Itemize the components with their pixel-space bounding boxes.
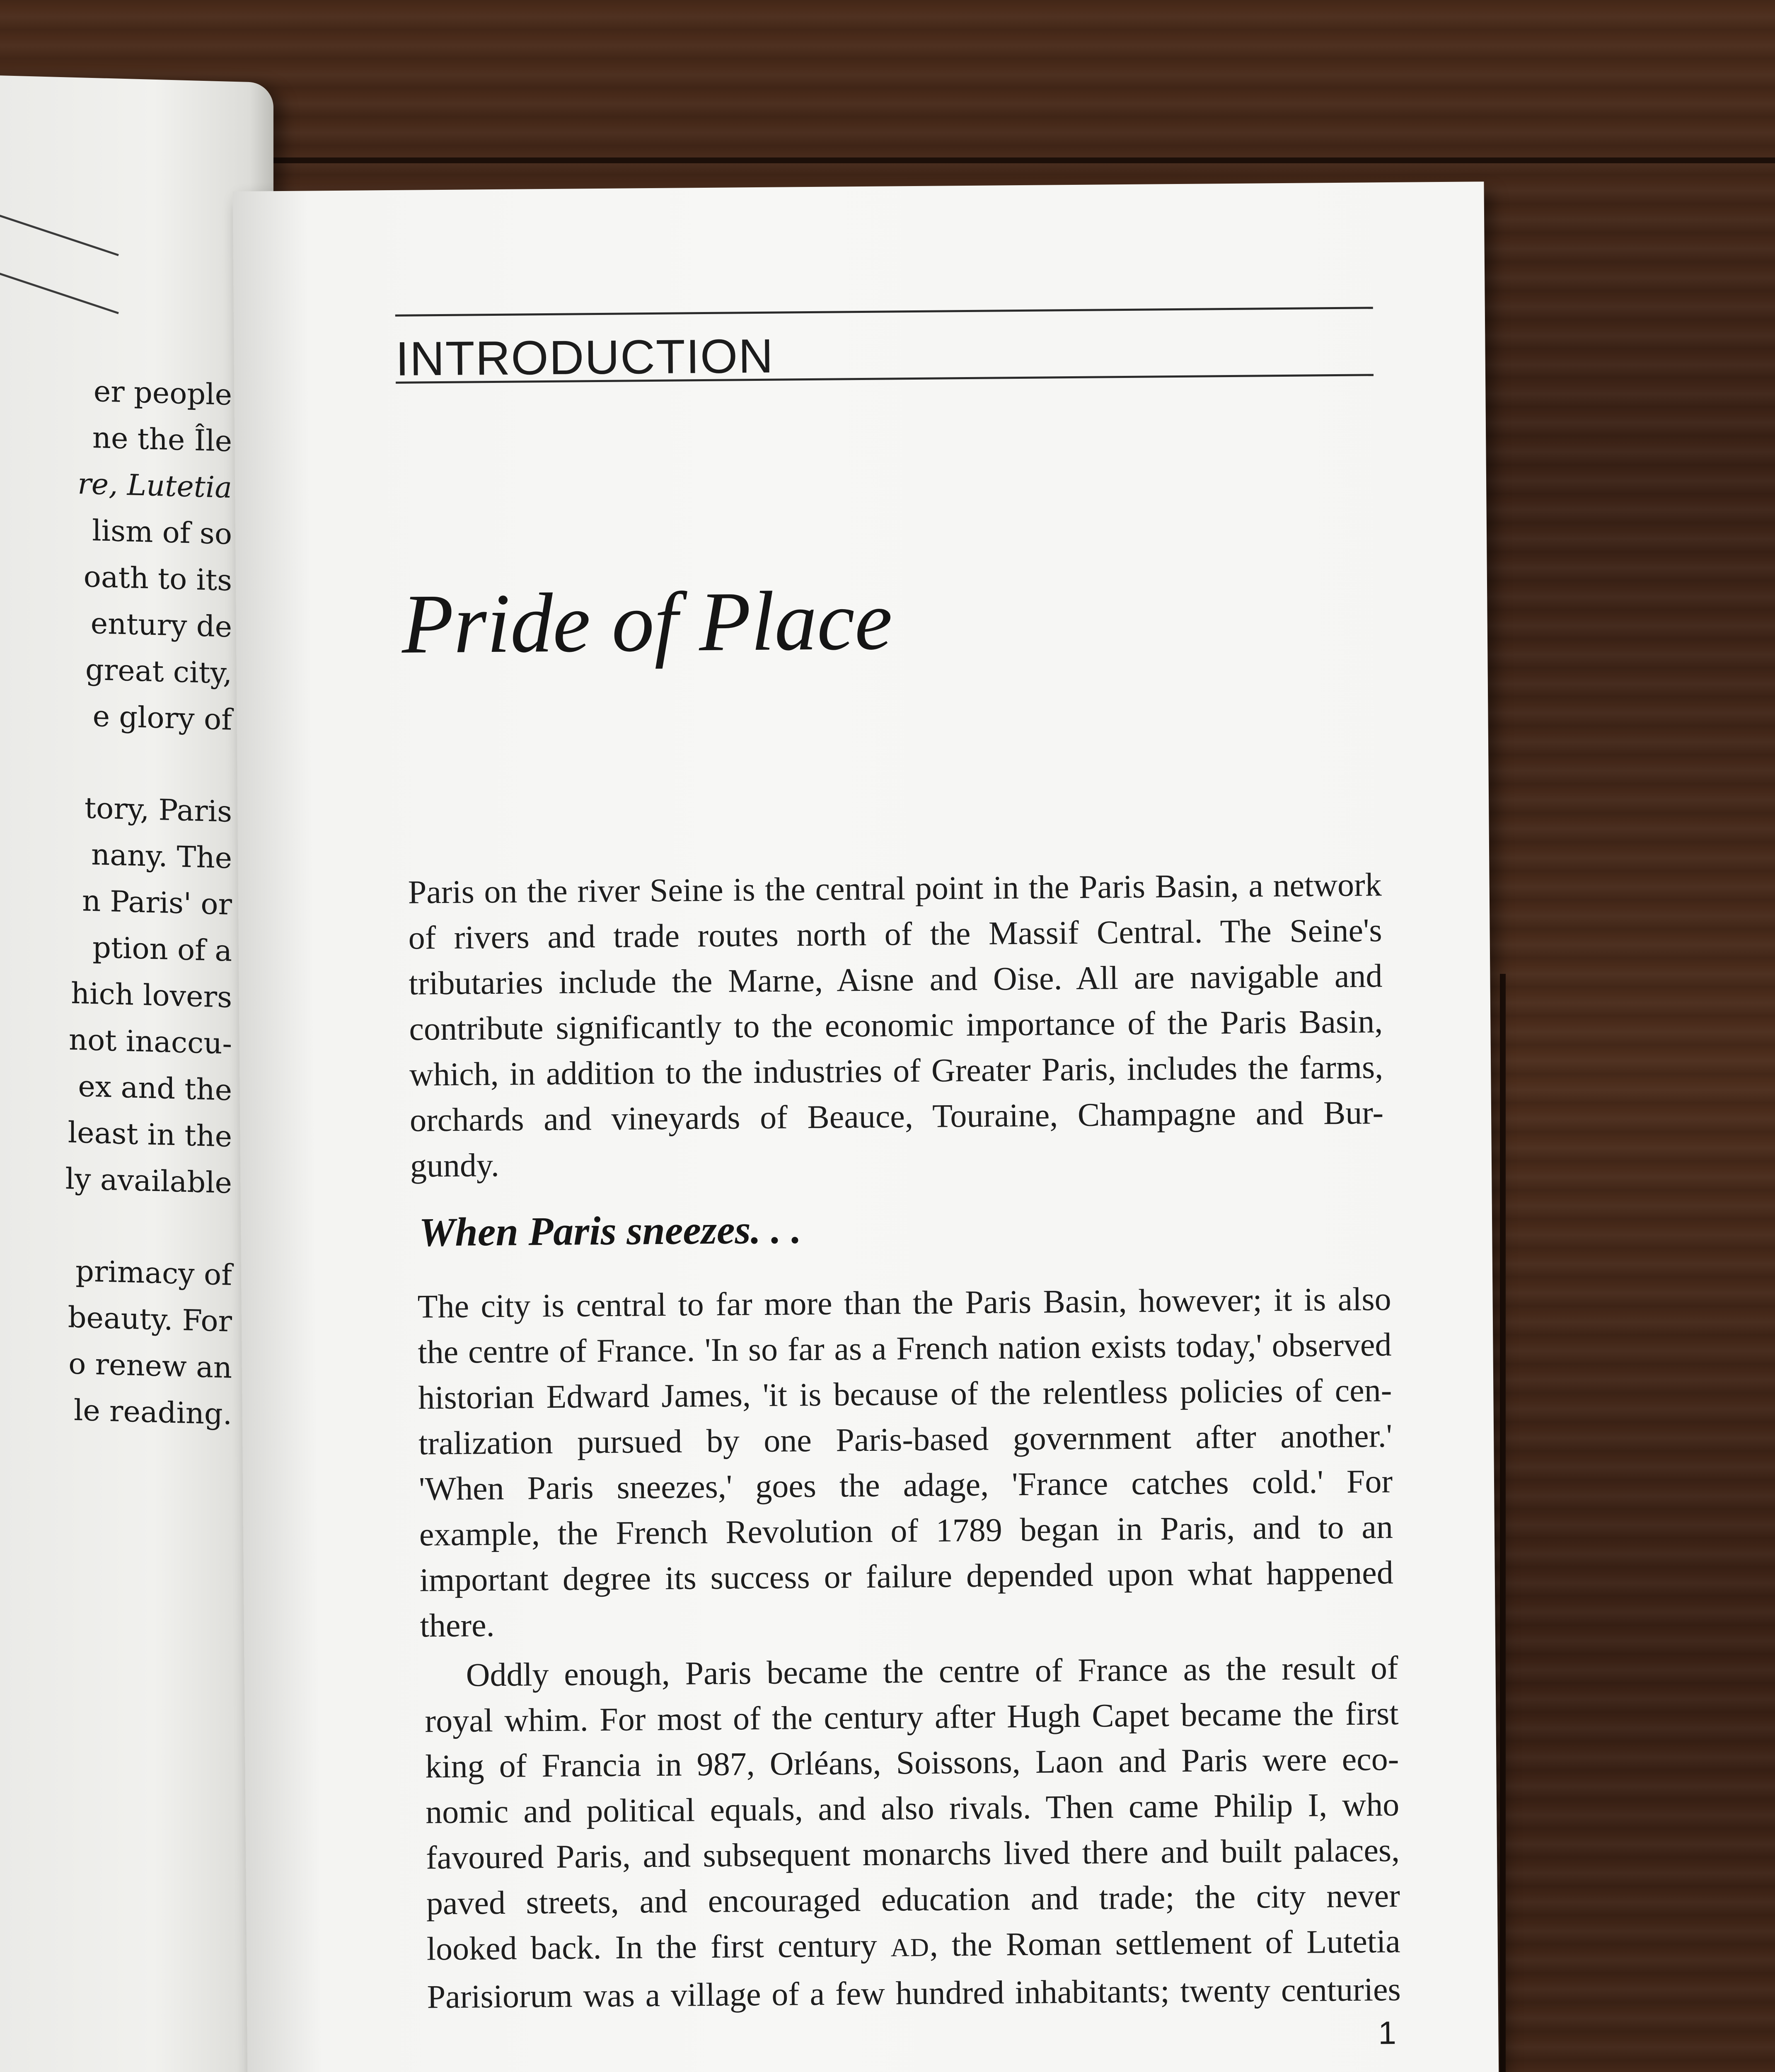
text-line: tributaries include the Marne, Aisne and Oise. All are navigable and xyxy=(409,958,1383,1002)
chapter-title: Pride of Place xyxy=(401,573,893,671)
text-line: tralization pursued by one Paris-based government after another.' xyxy=(418,1418,1393,1462)
text-line: Oddly enough, Paris became the centre of France as the result of xyxy=(466,1649,1398,1694)
left-page-text xyxy=(0,365,232,1438)
paragraph-3 xyxy=(424,1645,1401,2020)
left-line: e glory of xyxy=(92,699,232,737)
left-line: re, Lutetia xyxy=(77,467,232,505)
text-line: of rivers and trade routes north of the Massif Central. The Seine's xyxy=(408,912,1382,956)
text-line: the centre of France. 'In so far as a French nation exists today,' observed xyxy=(418,1326,1392,1371)
left-page-rule xyxy=(0,212,119,256)
left-line: ly available xyxy=(65,1162,232,1200)
text-line: nomic and political equals, and also rivals. Then came Philip I, who xyxy=(425,1786,1400,1831)
left-page-rule xyxy=(0,270,119,314)
text-line: there. xyxy=(420,1607,495,1644)
text-line: important degree its success or failure depended upon what happened xyxy=(419,1554,1394,1599)
left-line: primacy of xyxy=(75,1254,232,1292)
text-line: 'When Paris sneezes,' goes the adage, 'France catches cold.' For xyxy=(418,1463,1393,1508)
left-line: er people xyxy=(93,374,232,412)
text-line: orchards and vineyards of Beauce, Touraine, Champagne and Bur- xyxy=(409,1094,1384,1139)
left-line: nany. The xyxy=(91,837,232,875)
left-line: not inaccu- xyxy=(69,1022,232,1061)
text-line: Parisiorum was a village of a few hundred inhabitants; twenty centuries xyxy=(427,1971,1401,2016)
paragraph-1 xyxy=(408,862,1384,1188)
left-line: beauty. For xyxy=(68,1300,232,1339)
text-line: which, in addition to the industries of Greater Paris, includes the farms, xyxy=(409,1049,1383,1093)
left-page xyxy=(0,75,273,2072)
text-line: The city is central to far more than the Paris Basin, however; it is also xyxy=(417,1281,1391,1325)
text-line: royal whim. For most of the century after Hugh Capet became the first xyxy=(425,1695,1399,1740)
header-rule-top xyxy=(395,307,1373,317)
left-line: le reading. xyxy=(73,1393,232,1431)
ad-smallcaps: AD xyxy=(890,1933,930,1962)
left-line: o renew an xyxy=(68,1346,232,1385)
text-line: historian Edward James, 'it is because of the relentless policies of cen- xyxy=(418,1372,1392,1416)
text-line: contribute significantly to the economic importance of the Paris Basin, xyxy=(409,1003,1383,1048)
left-line: ex and the xyxy=(78,1069,232,1107)
text-line: king of Francia in 987, Orléans, Soissons, Laon and Paris were eco- xyxy=(425,1740,1399,1785)
left-line: lism of so xyxy=(92,513,232,551)
text-line: looked back. In the first century AD, the Roman settlement of Lutetia xyxy=(426,1923,1401,1968)
text-line: example, the French Revolution of 1789 began in Paris, and to an xyxy=(419,1509,1393,1553)
left-line: least in the xyxy=(68,1115,232,1154)
left-line: ption of a xyxy=(92,930,232,968)
page-number: 1 xyxy=(1378,2014,1397,2051)
table-plank-gap xyxy=(1500,974,1506,2072)
text-line: paved streets, and encouraged education and trade; the city never xyxy=(426,1877,1400,1922)
left-line: oath to its xyxy=(83,559,232,598)
running-head: INTRODUCTION xyxy=(395,329,774,386)
text-line: favoured Paris, and subsequent monarchs lived there and built palaces, xyxy=(426,1832,1400,1876)
paragraph-2 xyxy=(417,1276,1394,1648)
text-line: Paris on the river Seine is the central point in the Paris Basin, a network xyxy=(408,867,1382,911)
left-line: great city, xyxy=(85,652,232,690)
left-line: n Paris' or xyxy=(82,884,232,922)
left-line: ne the Île xyxy=(92,420,232,458)
left-line: tory, Paris xyxy=(85,791,232,829)
text-line: gundy. xyxy=(410,1147,500,1184)
left-line: entury de xyxy=(90,606,232,644)
left-line: hich lovers xyxy=(71,976,232,1014)
section-heading: When Paris sneezes. . . xyxy=(418,1207,802,1255)
right-page xyxy=(232,182,1499,2072)
